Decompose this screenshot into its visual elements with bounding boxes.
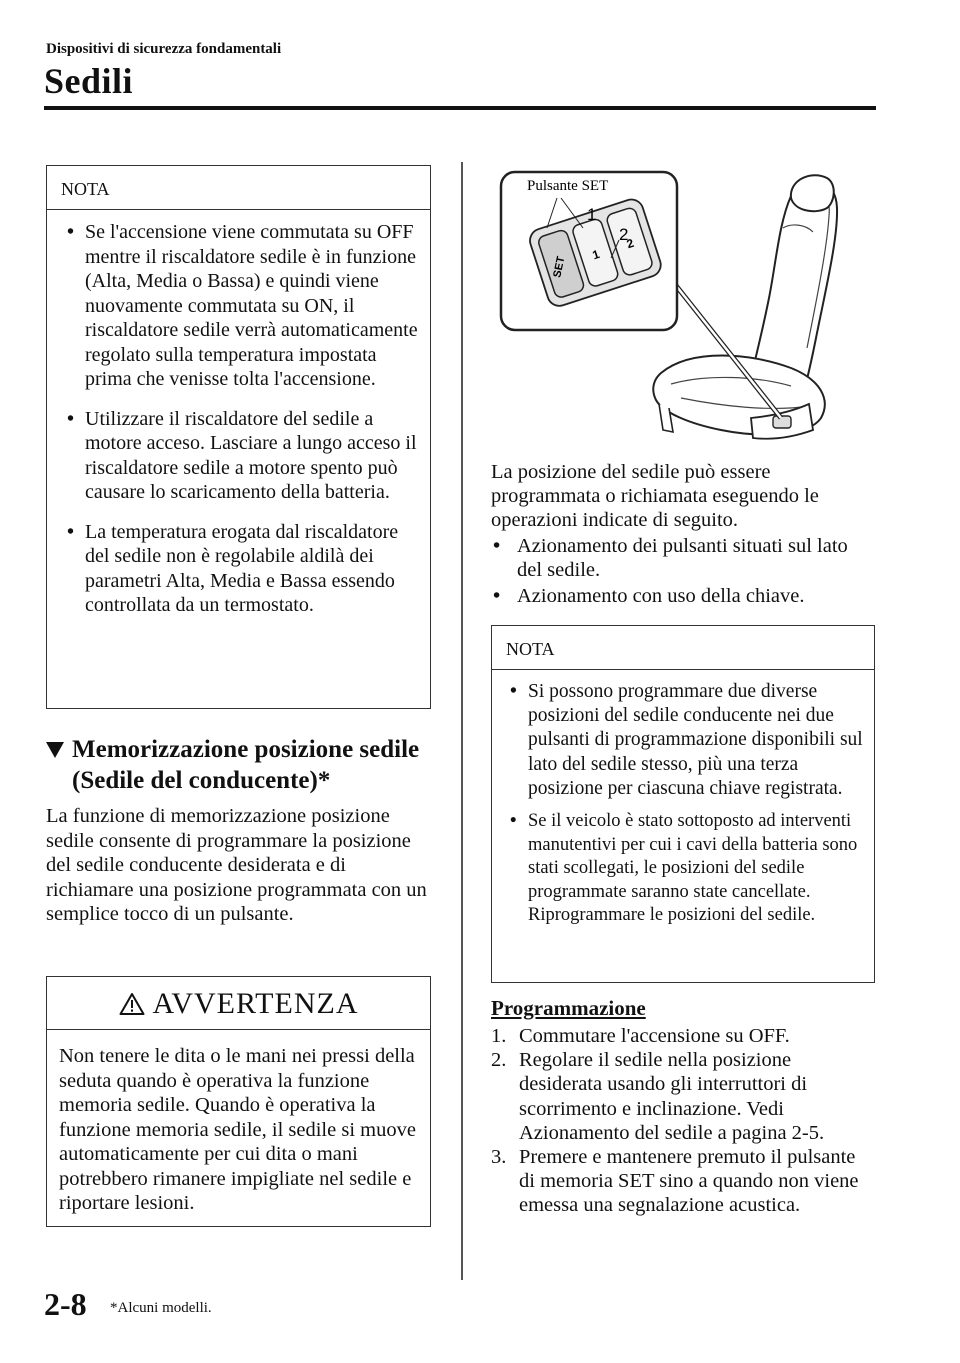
section-heading: [46, 734, 446, 796]
bullet: •: [67, 407, 75, 430]
nota-list: [492, 670, 874, 928]
bullet: •: [67, 520, 75, 543]
step-item: 3. Premere e mantenere premuto il pulsante di memoria SET sino a quando non viene emessa una segnalazione acustica.: [491, 1146, 859, 1217]
triangle-down-icon: [46, 742, 64, 758]
button-1-label: 1: [590, 246, 602, 263]
warning-triangle-icon: [119, 992, 145, 1016]
heading-line-2: (Sedile del conducente)*: [72, 767, 331, 794]
nota-box-memory: [491, 625, 875, 983]
footnote: *Alcuni modelli.: [110, 1300, 212, 1316]
bullet: •: [510, 811, 517, 832]
list-item: • La temperatura erogata dal riscaldatore del sedile non è regolabile aldilà dei parametri Alta, Media e Bassa essendo controllata da un termostato.: [67, 520, 399, 616]
bullet: •: [493, 585, 501, 607]
list-item: • Se l'accensione viene commutata su OFF mentre il riscaldatore sedile è in funzione (Alta, Media o Bassa) e quindi viene nuovamente commutata su ON, il riscaldatore sedile verrà automaticamente regolato sulla temperatura impostata prima che venisse tolta l'accensione.: [67, 221, 418, 390]
list-item: • Azionamento dei pulsanti situati sul lato del sedile.: [493, 535, 848, 581]
warning-text: Non tenere le dita o le mani nei pressi della seduta quando è operativa la funzione memoria sedile. Quando è operativa la funzione memoria sedile, il sedile si muove automaticamente per cui dita o mani potrebbero rimanere impigliate nel sedile e riportare lesioni.: [59, 1045, 416, 1214]
list-item: • Azionamento con uso della chiave.: [493, 585, 805, 607]
memory-intro: La funzione di memorizzazione posizione sedile consente di programmare la posizione del sedile conducente desiderata e di richiamare una posizione programmata con un semplice tocco di un pulsante.: [46, 805, 427, 925]
column-divider: [461, 162, 463, 1280]
title-rule: [44, 106, 876, 110]
bullet: •: [493, 535, 501, 557]
seat-illustration: [491, 168, 873, 450]
warning-header: [47, 977, 430, 1030]
step-item: 2. Regolare il sedile nella posizione desiderata usando gli interruttori di scorrimento e inclinazione. Vedi Azionamento del sedile a pagina 2-5.: [491, 1049, 825, 1144]
bullet: •: [510, 681, 517, 702]
callout-num-2: 2: [619, 225, 629, 244]
warning-box: [46, 976, 431, 1227]
right-list: [491, 534, 876, 608]
callout-label: Pulsante SET: [527, 178, 609, 194]
callout-num-1: 1: [587, 205, 597, 224]
seat-figure: [491, 168, 873, 450]
nota-label: NOTA: [492, 626, 874, 670]
headrest: [791, 175, 834, 211]
list-item: • Si possono programmare due diverse posizioni del sedile conducente nei due pulsanti di programmazione disponibili sul lato del sedile stesso, più una terza posizione per ciascuna chiave registrata.: [510, 681, 863, 799]
step-item: 1. Commutare l'accensione su OFF.: [491, 1025, 790, 1047]
button-2-label: 2: [624, 235, 636, 252]
right-intro-block: [491, 460, 876, 608]
warning-title: AVVERTENZA: [152, 987, 359, 1020]
list-item: • Utilizzare il riscaldatore del sedile a motore acceso. Lasciare a lungo acceso il riscaldatore sedile a motore spento può causare lo scaricamento della batteria.: [67, 407, 417, 503]
list-item: • Se il veicolo è stato sottoposto ad interventi manutentivi per cui i cavi della batteria sono stati scollegati, le posizioni del sedile programmate saranno state cancellate. Riprogrammare le posizioni del sedile.: [510, 811, 858, 926]
nota-box-heater: [46, 165, 431, 709]
programming-title: Programmazione: [491, 996, 646, 1020]
set-button-label: SET: [551, 255, 568, 279]
heading-line-1: Memorizzazione posizione sedile: [72, 736, 420, 763]
bullet: •: [67, 221, 75, 243]
nota-label: NOTA: [47, 166, 430, 210]
right-intro: La posizione del sedile può essere programmata o richiamata eseguendo le operazioni indicate di seguito.: [491, 461, 819, 531]
programming-steps: [491, 1024, 876, 1218]
page-number: 2-8: [44, 1286, 87, 1322]
page-title: Sedili: [44, 61, 134, 101]
nota-list: [47, 210, 430, 618]
section-label: Dispositivi di sicurezza fondamentali: [46, 41, 282, 57]
